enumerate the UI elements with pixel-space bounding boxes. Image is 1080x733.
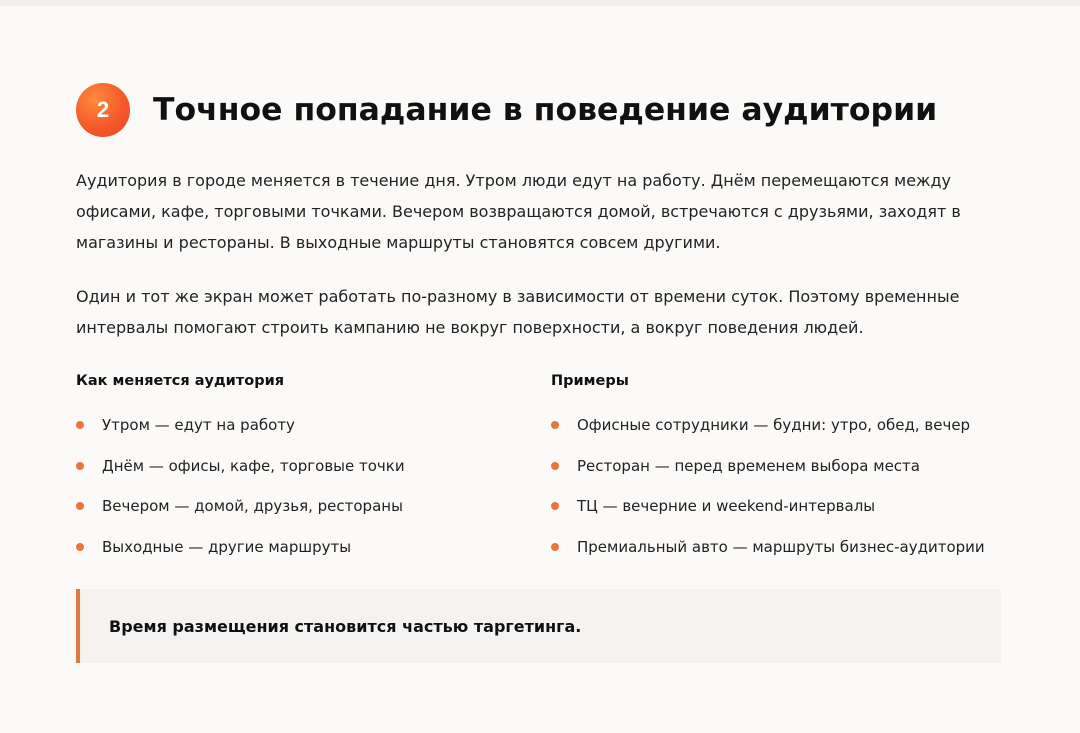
intro-paragraph: Аудитория в городе меняется в течение дня. Утром люди едут на работу. Днём перемещаются между офисами, кафе, торговыми точками. Вечером возвращаются домой, встречаются с друзьями, заходят в магазины и рестораны. В выходные маршруты становятся совсем другими.	[76, 171, 961, 252]
bullet-dot-icon	[76, 462, 84, 470]
bullet-dot-icon	[76, 502, 84, 510]
callout-text: Время размещения становится частью таргетинга.	[109, 616, 582, 636]
step-number-badge: 2	[76, 83, 130, 137]
list-item-text: Выходные — другие маршруты	[102, 537, 352, 556]
list-item	[76, 405, 536, 446]
list-item	[76, 486, 536, 527]
list-item-text: Офисные сотрудники — будни: утро, обед, вечер	[577, 416, 971, 435]
list-item	[551, 446, 1006, 487]
list-item-text: Ресторан — перед временем выбора места	[577, 456, 920, 475]
audience-changes-list	[76, 405, 536, 567]
bullet-dot-icon	[551, 502, 559, 510]
list-item-text: Днём — офисы, кафе, торговые точки	[102, 456, 405, 475]
list-item	[76, 527, 536, 568]
bullet-dot-icon	[76, 543, 84, 551]
highlight-callout	[76, 589, 1001, 663]
explanation-paragraph: Один и тот же экран может работать по-разному в зависимости от времени суток. Поэтому временные интервалы помогают строить кампанию не вокруг поверхности, а вокруг поведения людей.	[76, 287, 960, 337]
examples-list	[551, 405, 1006, 567]
bullet-dot-icon	[551, 421, 559, 429]
audience-changes-column	[76, 370, 536, 556]
list-item-text: Премиальный авто — маршруты бизнес-аудитории	[577, 537, 985, 556]
examples-heading: Примеры	[551, 373, 629, 389]
section-header	[76, 82, 1006, 138]
list-item	[551, 486, 1006, 527]
list-item-text: Утром — едут на работу	[102, 416, 295, 435]
bullet-dot-icon	[551, 543, 559, 551]
list-item-text: ТЦ — вечерние и weekend-интервалы	[577, 497, 876, 516]
top-bar	[0, 0, 1080, 6]
audience-changes-heading: Как меняется аудитория	[76, 373, 285, 389]
section-audience-behavior	[76, 82, 1006, 636]
list-item	[551, 527, 1006, 568]
list-item	[551, 405, 1006, 446]
examples-column	[551, 370, 1006, 556]
list-item-text: Вечером — домой, друзья, рестораны	[102, 497, 403, 516]
list-item	[76, 446, 536, 487]
bullet-dot-icon	[76, 421, 84, 429]
bullet-dot-icon	[551, 462, 559, 470]
section-title: Точное попадание в поведение аудитории	[153, 92, 938, 128]
